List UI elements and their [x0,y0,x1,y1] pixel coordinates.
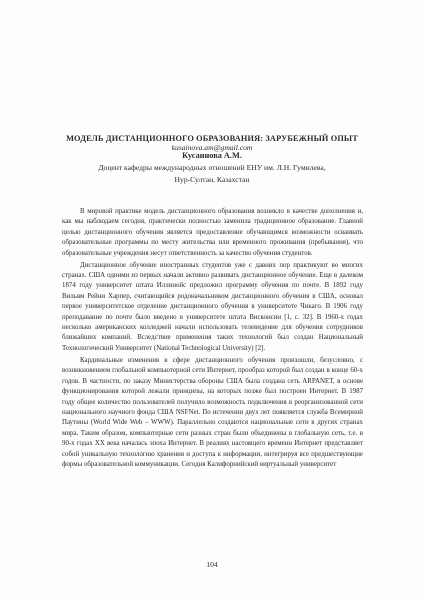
paragraph-1: В мировой практике модель дистанционного образования возникло в качестве дополнения и, как мы наблюдаем сегодня, практически полностью заменила традиционное образование. Главной целью дистанционного обучения является предоставление обучающимся возможности осваивать образовательные программы по месту жительства или временного проживания (пребывания), что образовательные учреждения несут ответственность за качество обучения студентов. [62,208,363,257]
page-number: 104 [206,560,218,569]
author-email: kusainova.am@gmail.com [171,143,253,152]
affiliation-line-1: Доцент кафедры международных отношений ЕНУ им. Л.Н. Гумилева, [98,163,326,172]
article-body [62,207,363,472]
paragraph-2: Дистанционное обучение иностранных студентов уже с давних пор практикуют во многих странах. США одними из первых начали активно развивать дистанционное обучение. Еще в далеком 1874 году университет штата Иллинойс предложил программу обучения по почте. В 1892 году Вильям Рейни Харпер, считающийся родоначальником дистанционного обучения в США, основал первое университетское отделение дистанционного обучения в университете Чикаго. В 1906 году преподавание по почте было введено в университете штата Висконсин [1, с. 32]. В 1960-х годах несколько американских колледжей начали использовать телевидение для обучения сотрудников ближайших компаний. Вследствие применения таких технологий был создан Национальный Технологический Университет (National Technological University) [2]. [62,261,363,352]
affiliation-line-2: Нур-Султан, Казахстан [174,175,250,184]
paragraph-3: Кардинальные изменения в сфере дистанционного обучения произошли, безусловно, с возникновением глобальной компьютерной сети Интернет, прообраз которой был создан в конце 60-х годов. В частности, по заказу Министерства обороны США была создана сеть ARPANET, в основе функционирования которой лежали принципы, на которых позже был построен Интернет. В 1987 году общее количество пользователей получило возможность подключения в реорганизованной сети национального научного фонда США NSFNet. По истечении двух лет появляется служба Всемирной Паутины (World Wide Web – WWW). Параллельно создаются национальные сети в других странах мира. Таким образом, компьютерные сети разных стран были объединены в глобальную сеть, т.е. в 90-х годах XX века началась эпоха Интернет. В реалиях настоящего времени Интернет представляет собой уникальную технологию хранения и доступа к информации, интегрируя все предшествующие формы образовательной коммуникации. Сегодня Калифорнийский виртуальный университет [62,356,363,468]
author-name: Кусаинова А.М. [182,151,242,160]
article-title: МОДЕЛЬ ДИСТАНЦИОННОГО ОБРАЗОВАНИЯ: ЗАРУБЕЖНЫЙ ОПЫТ [66,134,358,143]
